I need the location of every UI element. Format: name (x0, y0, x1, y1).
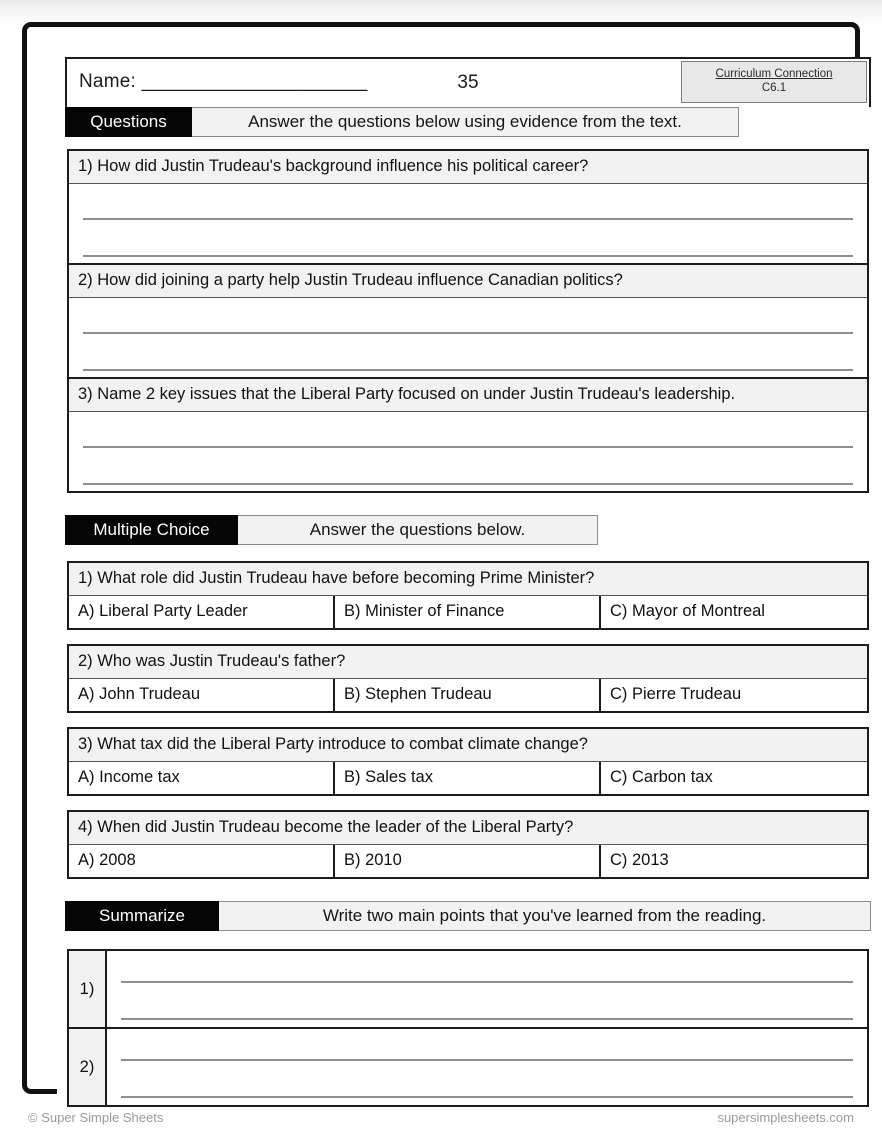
summarize-section-tag: Summarize (65, 901, 219, 931)
answer-rule-line (121, 1059, 853, 1061)
footer-copyright: © Super Simple Sheets (28, 1110, 164, 1125)
curriculum-connection-box (681, 61, 867, 103)
multiple-choice-option-c[interactable]: C) Carbon tax (601, 762, 867, 794)
multiple-choice-option-c[interactable]: C) 2013 (601, 845, 867, 877)
summarize-row (69, 951, 867, 1029)
multiple-choice-option-b[interactable]: B) Minister of Finance (335, 596, 601, 628)
open-response-prompt: 1) How did Justin Trudeau's background influence his political career? (69, 151, 867, 184)
multiple-choice-section-description: Answer the questions below. (238, 515, 598, 545)
answer-rule-line (83, 483, 853, 485)
footer-website: supersimplesheets.com (717, 1110, 854, 1125)
multiple-choice-options (69, 845, 867, 877)
name-header-row (65, 57, 871, 107)
questions-section-header (65, 107, 871, 137)
summarize-block (67, 949, 869, 1107)
multiple-choice-option-a[interactable]: A) 2008 (69, 845, 335, 877)
open-response-item (69, 379, 867, 491)
answer-rule-line (83, 218, 853, 220)
summarize-answer-area[interactable] (107, 1029, 867, 1105)
answer-rule-line (121, 981, 853, 983)
multiple-choice-option-a[interactable]: A) John Trudeau (69, 679, 335, 711)
summarize-answer-area[interactable] (107, 951, 867, 1027)
worksheet-frame (22, 22, 860, 1094)
open-response-answer-area[interactable] (69, 412, 867, 491)
open-response-prompt: 2) How did joining a party help Justin Trudeau influence Canadian politics? (69, 265, 867, 298)
multiple-choice-option-c[interactable]: C) Mayor of Montreal (601, 596, 867, 628)
curriculum-connection-title: Curriculum Connection (715, 68, 833, 80)
questions-section-description: Answer the questions below using evidence from the text. (192, 107, 739, 137)
multiple-choice-question: 3) What tax did the Liberal Party introduce to combat climate change? (69, 729, 867, 762)
multiple-choice-question: 1) What role did Justin Trudeau have before becoming Prime Minister? (69, 563, 867, 596)
open-response-item (69, 151, 867, 265)
open-response-answer-area[interactable] (69, 298, 867, 379)
multiple-choice-block (67, 810, 869, 879)
multiple-choice-question: 4) When did Justin Trudeau become the leader of the Liberal Party? (69, 812, 867, 845)
multiple-choice-option-c[interactable]: C) Pierre Trudeau (601, 679, 867, 711)
multiple-choice-block (67, 727, 869, 796)
open-response-block (67, 149, 869, 493)
multiple-choice-option-a[interactable]: A) Income tax (69, 762, 335, 794)
open-response-prompt: 3) Name 2 key issues that the Liberal Party focused on under Justin Trudeau's leadership. (69, 379, 867, 412)
answer-rule-line (83, 369, 853, 371)
summarize-row-number: 1) (69, 951, 107, 1027)
answer-rule-line (121, 1096, 853, 1098)
worksheet-content (57, 57, 879, 1113)
multiple-choice-block (67, 644, 869, 713)
multiple-choice-option-b[interactable]: B) 2010 (335, 845, 601, 877)
open-response-answer-area[interactable] (69, 184, 867, 265)
multiple-choice-option-a[interactable]: A) Liberal Party Leader (69, 596, 335, 628)
questions-section-tag: Questions (65, 107, 192, 137)
multiple-choice-question: 2) Who was Justin Trudeau's father? (69, 646, 867, 679)
open-response-item (69, 265, 867, 379)
page-footer (0, 1110, 882, 1134)
multiple-choice-options (69, 596, 867, 628)
multiple-choice-section-header (65, 515, 871, 545)
page-number: 35 (457, 72, 479, 93)
name-field-label[interactable]: Name: _____________________ (79, 71, 368, 92)
summarize-row (69, 1029, 867, 1105)
answer-rule-line (83, 255, 853, 257)
curriculum-connection-code: C6.1 (761, 82, 787, 94)
summarize-row-number: 2) (69, 1029, 107, 1105)
multiple-choice-options (69, 762, 867, 794)
summarize-section-description: Write two main points that you've learned from the reading. (219, 901, 871, 931)
multiple-choice-section-tag: Multiple Choice (65, 515, 238, 545)
answer-rule-line (83, 332, 853, 334)
answer-rule-line (83, 446, 853, 448)
summarize-section-header (65, 901, 871, 931)
multiple-choice-option-b[interactable]: B) Stephen Trudeau (335, 679, 601, 711)
multiple-choice-options (69, 679, 867, 711)
answer-rule-line (121, 1018, 853, 1020)
multiple-choice-option-b[interactable]: B) Sales tax (335, 762, 601, 794)
multiple-choice-block (67, 561, 869, 630)
